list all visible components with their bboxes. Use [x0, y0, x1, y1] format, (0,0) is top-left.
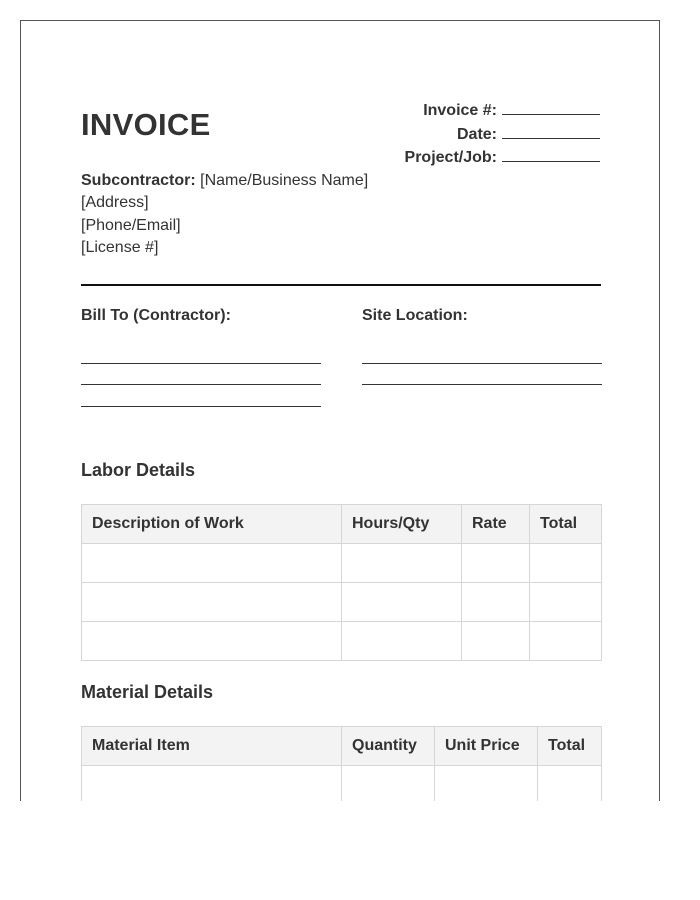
invoice-number-blank[interactable]	[502, 99, 600, 115]
site-location-line-2[interactable]	[362, 384, 602, 385]
subcontractor-label: Subcontractor:	[81, 172, 196, 189]
subcontractor-name: [Name/Business Name]	[200, 172, 369, 189]
table-row	[82, 766, 602, 802]
table-cell[interactable]	[462, 583, 530, 622]
table-cell[interactable]	[462, 544, 530, 583]
table-cell[interactable]	[530, 622, 602, 661]
table-cell[interactable]	[82, 583, 342, 622]
invoice-number-label: Invoice #:	[423, 102, 497, 119]
project-label: Project/Job:	[404, 149, 497, 166]
material-table	[81, 726, 602, 801]
invoice-number-row	[405, 99, 600, 123]
labor-col-total: Total	[530, 505, 602, 544]
site-location-line-1[interactable]	[362, 363, 602, 364]
labor-header-row	[82, 505, 602, 544]
date-row	[405, 123, 600, 147]
material-col-total: Total	[538, 727, 602, 766]
bill-to-heading: Bill To (Contractor):	[81, 307, 231, 324]
material-col-quantity: Quantity	[342, 727, 435, 766]
date-blank[interactable]	[502, 123, 600, 139]
labor-col-rate: Rate	[462, 505, 530, 544]
bill-to-line-3[interactable]	[81, 406, 321, 407]
invoice-title: INVOICE	[81, 107, 211, 142]
table-cell[interactable]	[342, 544, 462, 583]
table-row	[82, 583, 602, 622]
table-cell[interactable]	[462, 622, 530, 661]
table-cell[interactable]	[435, 766, 538, 802]
table-cell[interactable]	[342, 622, 462, 661]
table-cell[interactable]	[342, 583, 462, 622]
bill-to-line-1[interactable]	[81, 363, 321, 364]
header-divider	[81, 284, 601, 286]
material-col-unit-price: Unit Price	[435, 727, 538, 766]
project-row	[405, 146, 600, 170]
labor-col-description: Description of Work	[82, 505, 342, 544]
date-label: Date:	[456, 125, 497, 143]
material-header-row	[82, 727, 602, 766]
table-cell[interactable]	[530, 583, 602, 622]
subcontractor-block	[81, 170, 368, 259]
subcontractor-contact: [Phone/Email]	[81, 216, 181, 234]
subcontractor-address: [Address]	[81, 194, 149, 212]
material-heading: Material Details	[81, 682, 214, 702]
invoice-meta	[405, 99, 600, 170]
table-row	[82, 544, 602, 583]
material-col-item: Material Item	[82, 727, 342, 766]
table-cell[interactable]	[82, 544, 342, 583]
table-cell[interactable]	[530, 544, 602, 583]
table-cell[interactable]	[342, 766, 435, 802]
table-cell[interactable]	[82, 766, 342, 802]
labor-heading: Labor Details	[81, 460, 196, 480]
site-location-heading: Site Location:	[362, 307, 468, 324]
table-row	[82, 622, 602, 661]
project-blank[interactable]	[502, 146, 600, 162]
subcontractor-license: [License #]	[81, 238, 159, 256]
invoice-page	[20, 20, 660, 801]
bill-to-line-2[interactable]	[81, 384, 321, 385]
table-cell[interactable]	[538, 766, 602, 802]
subcontractor-name-row	[81, 170, 368, 192]
labor-col-hours: Hours/Qty	[342, 505, 462, 544]
labor-table	[81, 504, 602, 661]
table-cell[interactable]	[82, 622, 342, 661]
